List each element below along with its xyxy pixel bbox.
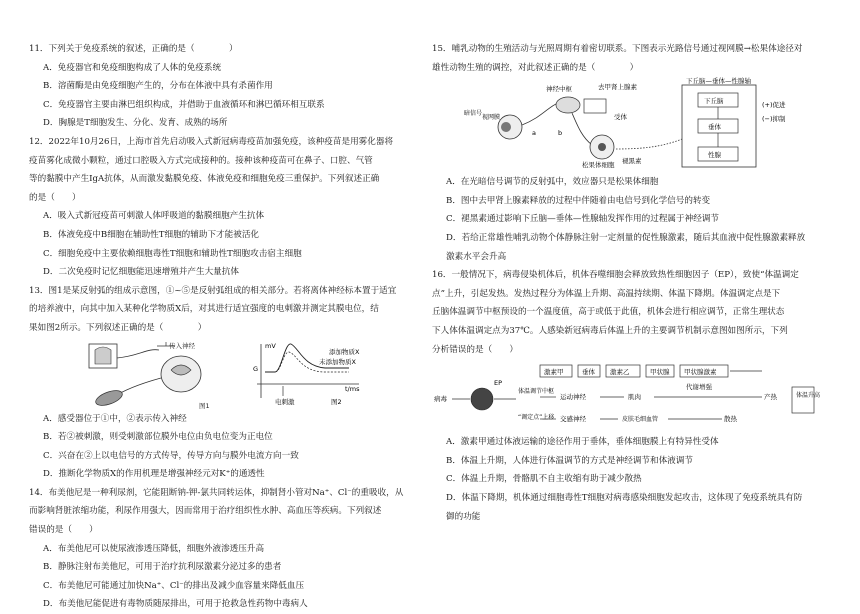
pituitary-label: 垂体 [708, 123, 721, 132]
thyroid-label: 甲状腺 [650, 368, 670, 377]
center-label: 体温调节中枢 [518, 388, 555, 396]
option-c: C．细胞免疫中主要依赖细胞毒性T细胞和辅助性T细胞攻击宿主细胞 [43, 248, 302, 259]
receptor-label: 受体 [614, 113, 627, 122]
question-stem: 11．下列关于免疫系统的叙述，正确的是（ ） [29, 44, 238, 54]
axis-label: 下丘脑—垂体—性腺轴 [686, 77, 751, 86]
pineal-cell [582, 82, 682, 169]
question-stem-line: 疫苗雾化成微小颗粒，通过口腔吸入方式完成接种的。接种该种疫苗可在鼻子、口腔、气管 [29, 155, 373, 166]
motor-nerve-label: 运动神经 [560, 393, 586, 402]
option-d-continued: 御的功能 [446, 511, 481, 522]
melatonin-label: 褪黑素 [622, 157, 642, 166]
option-d: D．若给正常雄性哺乳动物个体静脉注射一定剂量的促性腺激素，随后其血液中促性腺激素释放 [446, 232, 806, 243]
inhibit-label: (−)抑制 [762, 115, 786, 124]
nerve-center-label: 神经中枢 [546, 85, 572, 94]
question-stem-line: 丘脑体温调节中枢预设的一个温度值，高于或低于此值，机体会进行相应调节，正常生理状态 [432, 307, 785, 318]
question-stem-line: 12．2022年10月26日，上海市首先启动吸入式新冠病毒疫苗加强免疫，该种疫苗是用雾化器将 [29, 136, 394, 147]
light-label: 暗信号 [464, 110, 483, 118]
option-c: C．兴奋在②上以电信号的方式传导，传导方向与膜外电流方向一致 [43, 450, 299, 461]
promote-label: (+)促进 [762, 101, 786, 110]
option-a: A．在光暗信号调节的反射弧中，效应器只是松果体细胞 [446, 177, 659, 188]
question-14 [29, 484, 413, 614]
reflex-arc-diagram [89, 341, 210, 410]
metabolism-label: 代谢增强 [686, 383, 712, 392]
question-stem-line: 雄性动物生殖的调控，对此叙述正确的是（ ） [432, 62, 639, 73]
option-d: D．体温下降期，机体通过细胞毒性T细胞对病毒感染细胞发起攻击，这体现了免疫系统具有防 [446, 492, 803, 503]
question-stem-line: 错误的是（ ） [29, 525, 98, 536]
figure-2-label: 图2 [331, 397, 342, 406]
option-d: D．胸腺是T细胞发生、分化、发育、成熟的场所 [43, 118, 228, 129]
b-label: b [558, 129, 563, 138]
hypothalamus-label: 下丘脑 [704, 97, 724, 106]
option-b: B．图中去甲肾上腺素释放的过程中伴随着由电信号到化学信号的转变 [446, 195, 711, 206]
fever-diagram [434, 365, 820, 423]
hormone-b-label: 激素乙 [610, 368, 630, 377]
option-b: B．体液免疫中B细胞在辅助性T细胞的辅助下才能被活化 [43, 229, 260, 240]
fever-mechanism-figure [432, 359, 832, 433]
option-a: A．免疫器官和免疫细胞构成了人体的免疫系统 [43, 62, 222, 73]
option-b: B．溶菌酶是由免疫细胞产生的，分布在体液中具有杀菌作用 [43, 81, 273, 92]
option-c: C．布美他尼可能通过加快Na⁺、Cl⁻的排出及减少血容量来降低血压 [43, 580, 305, 591]
question-stem-line: 13．图1是某反射弧的组成示意图，①~⑤是反射弧组成的相关部分。若将离体神经标本置于适宜 [29, 285, 397, 296]
option-c: C．体温上升期，骨骼肌不自主收缩有助于减少散热 [446, 474, 642, 485]
option-c: C．褪黑素通过影响下丘脑—垂体—性腺轴发挥作用的过程属于神经调节 [446, 214, 719, 225]
hpg-axis [682, 77, 786, 167]
option-b: B．体温上升期，人体进行体温调节的方式是神经调节和体液调节 [446, 455, 693, 466]
ne-label: 去甲肾上腺素 [598, 83, 637, 92]
option-a: A．吸入式新冠疫苗可刺激人体呼吸道的黏膜细胞产生抗体 [43, 211, 265, 222]
option-a: A．布美他尼可以使尿液渗透压降低，细胞外液渗透压升高 [43, 543, 265, 554]
question-16 [432, 266, 832, 526]
reflex-arc-figure [29, 338, 413, 410]
curve-2-label: 未添加物质X [319, 357, 356, 366]
question-11 [29, 40, 413, 133]
option-b: B．若②被刺激，则受刺激部位膜外电位由负电位变为正电位 [43, 432, 273, 443]
question-stem-line: 分析错误的是（ ） [432, 344, 518, 355]
temp-rise-label: 体温升高 [796, 392, 821, 400]
curve-1-label: 添加物质X [329, 347, 360, 356]
heat-loss-label: 散热 [724, 415, 737, 424]
right-column [432, 40, 832, 526]
a-label: a [532, 129, 536, 138]
pineal-pathway-figure [432, 77, 832, 173]
left-column [29, 40, 413, 614]
option-d: D．推断化学物质X的作用机理是增强神经元对K⁺的通透性 [43, 469, 265, 480]
question-stem-line: 14．布美他尼是一种利尿剂，它能阻断钠-钾-氯共同转运体，抑制肾小管对Na⁺、Cl⁻的重吸收，从 [29, 487, 404, 498]
question-12 [29, 133, 413, 282]
muscle-label: 肌肉 [628, 393, 641, 402]
hormone-a-label: 激素甲 [544, 368, 564, 377]
question-stem-line: 果如图2所示。下列叙述正确的是（ ） [29, 322, 207, 333]
y-unit-label: mV [265, 341, 276, 350]
pituitary-box-label: 垂体 [582, 368, 595, 377]
option-d: D．二次免疫时记忆细胞能迅速增殖并产生大量抗体 [43, 267, 239, 278]
question-stem-line: 的培养液中，向其中加入某种化学物质X后，对其进行适宜强度的电刺激并测定其膜电位，结 [29, 304, 379, 315]
question-stem-line: 16．一般情况下，病毒侵染机体后，机体吞噬细胞会释放致热性细胞因子（EP），致使“体温调定 [432, 270, 799, 281]
question-stem-line: 等的黏膜中产生IgA抗体，从而激发黏膜免疫、体液免疫和细胞免疫三重保护。下列叙述正确 [29, 174, 380, 185]
question-stem-line: 15．哺乳动物的生殖活动与光照周期有着密切联系。下图表示光路信号通过视网膜→松果体途径对 [432, 44, 803, 54]
setpoint-label: “调定点”上移 [518, 414, 555, 422]
option-a: A．感受器位于①中，②表示传入神经 [43, 413, 187, 424]
question-stem-line: 点”上升，引起发热。发热过程分为体温上升期、高温持续期、体温下降期。体温调定点是下 [432, 288, 781, 299]
option-d: D．布美他尼能促进有毒物质随尿排出，可用于抢救急性药物中毒病人 [43, 599, 308, 610]
virus-label: 病毒 [434, 395, 447, 404]
option-c: C．免疫器官主要由淋巴组织构成，并借助于血液循环和淋巴循环相互联系 [43, 99, 325, 110]
x-unit-label: t/ms [345, 384, 360, 393]
g-label: G [253, 364, 259, 373]
sympathetic-label: 交感神经 [560, 415, 586, 424]
retina-label: 视网膜 [482, 114, 501, 122]
option-b: B．静脉注射布美他尼，可用于治疗抗利尿激素分泌过多的患者 [43, 562, 282, 573]
question-stem-line: 而影响肾脏浓缩功能，利尿作用强大，因而常用于治疗组织性水肿、高血压等疾病。下列叙述 [29, 506, 382, 517]
thyroid-hormone-label: 甲状腺激素 [684, 368, 717, 377]
question-15 [432, 40, 832, 266]
figure-1-label: 图1 [199, 401, 210, 410]
membrane-potential-chart [253, 342, 360, 406]
afferent-label: 传入神经 [169, 341, 195, 350]
heat-production-label: 产热 [764, 393, 777, 402]
skin-label: 皮肤毛细血管 [622, 416, 659, 424]
stimulus-label: 电刺激 [275, 397, 295, 406]
option-a: A．激素甲通过体液运输的途径作用于垂体，垂体细胞膜上有特异性受体 [446, 437, 719, 448]
question-stem-line: 下人体体温调定点为37℃。人感染新冠病毒后体温上升的主要调节机制示意图如图所示，下列 [432, 325, 788, 336]
gonad-label: 性腺 [708, 151, 721, 160]
retina-diagram [464, 109, 562, 139]
question-13 [29, 282, 413, 484]
question-stem-line: 的是（ ） [29, 192, 81, 203]
ep-label: EP [494, 379, 503, 388]
option-d-continued: 激素水平会升高 [446, 251, 507, 262]
pineal-label: 松果体细胞 [582, 161, 615, 170]
